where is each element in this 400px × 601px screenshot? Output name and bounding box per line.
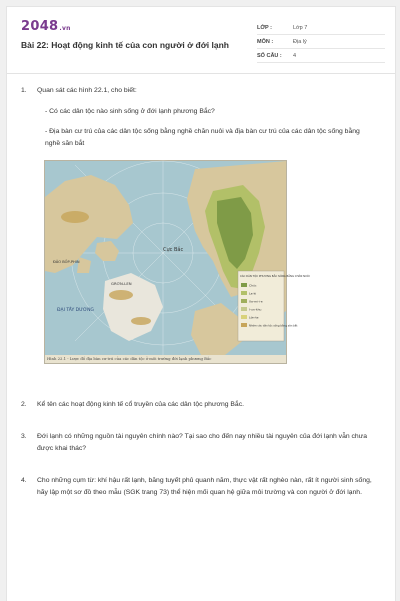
question-text: Cho những cụm từ: khí hậu rất lạnh, băng tuyết phủ quanh năm, thực vật rất nghèo nàn, rất ít người sinh sống, hãy lập một sơ đồ theo mẫu (SGK trang 73) thể hiện mối quan hệ giữa môi trường và con người ở đới lạnh. <box>37 477 372 496</box>
legend-item: La-ki <box>249 291 257 296</box>
question-number: 1. <box>21 87 27 94</box>
map-label-baffin: ĐẢO BỐP-PHIN <box>53 260 80 264</box>
meta-key: LỚP : <box>257 24 272 31</box>
map-legend <box>238 271 310 341</box>
meta-row-count <box>257 49 385 63</box>
legend-item: Nhớm các dân tộc sống bằng săn bắt <box>249 324 298 328</box>
meta-key: MÔN : <box>257 38 274 45</box>
question-3 <box>21 431 381 455</box>
site-logo[interactable] <box>21 19 71 34</box>
lesson-title: Bài 22: Hoạt động kinh tế của con người ở đới lạnh <box>21 40 229 50</box>
logo-suffix: .vn <box>59 25 71 32</box>
question-number: 3. <box>21 433 27 440</box>
question-text: Đới lạnh có những nguồn tài nguyên chính nào? Tại sao cho đến nay nhiều tài nguyên của đới lạnh vẫn chưa được khai thác? <box>37 433 368 452</box>
legend-title: CÁC DÂN TỘC PHƯƠNG BẮC SỐNG BẰNG CHĂN NUÔI <box>240 275 310 278</box>
meta-row-class <box>257 21 385 35</box>
meta-value: Địa lý <box>293 38 307 45</box>
header-divider <box>7 73 395 74</box>
worksheet-header <box>7 7 395 67</box>
meta-value: Lớp 7 <box>293 24 308 31</box>
question-number: 2. <box>21 401 27 408</box>
question-1-sub-2: - Địa bàn cư trú của các dân tộc sống bằng nghề chăn nuôi và địa bàn cư trú của các dân tộc sống bằng nghề săn bắt <box>45 128 360 147</box>
legend-item: Lớn-te <box>249 315 259 320</box>
map-label-greenland: GRƠN-LEN <box>111 281 132 286</box>
map-figure <box>44 160 310 364</box>
meta-table <box>257 21 385 63</box>
map-caption: Hình 22.1 - Lược đồ địa bàn cư trú của các dân tộc ở môi trường đới lạnh phương Bắc <box>47 356 212 361</box>
legend-item: Chúc <box>249 283 257 288</box>
legend-item: I-un-khu <box>249 307 262 312</box>
question-4 <box>21 475 381 499</box>
question-text: Kể tên các hoạt động kinh tế cổ truyền của các dân tộc phương Bắc. <box>37 401 245 408</box>
map-label-atlantic: ĐẠI TÂY DƯƠNG <box>57 308 94 313</box>
arctic-map <box>45 161 310 355</box>
question-1-sub-1: - Có các dân tộc nào sinh sống ở đới lạnh phương Bắc? <box>45 108 215 115</box>
map-label-north-pole: Cực Bắc <box>163 247 184 253</box>
logo-text[interactable]: 2048 <box>21 19 59 34</box>
meta-key: SỐ CÂU : <box>257 52 282 59</box>
question-number: 4. <box>21 477 27 484</box>
question-1 <box>21 85 381 150</box>
question-text: Quan sát các hình 22.1, cho biết: <box>37 87 137 94</box>
meta-row-subject <box>257 35 385 49</box>
question-2 <box>21 399 381 411</box>
meta-value: 4 <box>293 52 297 59</box>
legend-item: Xa-mi-i-e <box>249 299 263 304</box>
worksheet-page <box>6 6 396 601</box>
